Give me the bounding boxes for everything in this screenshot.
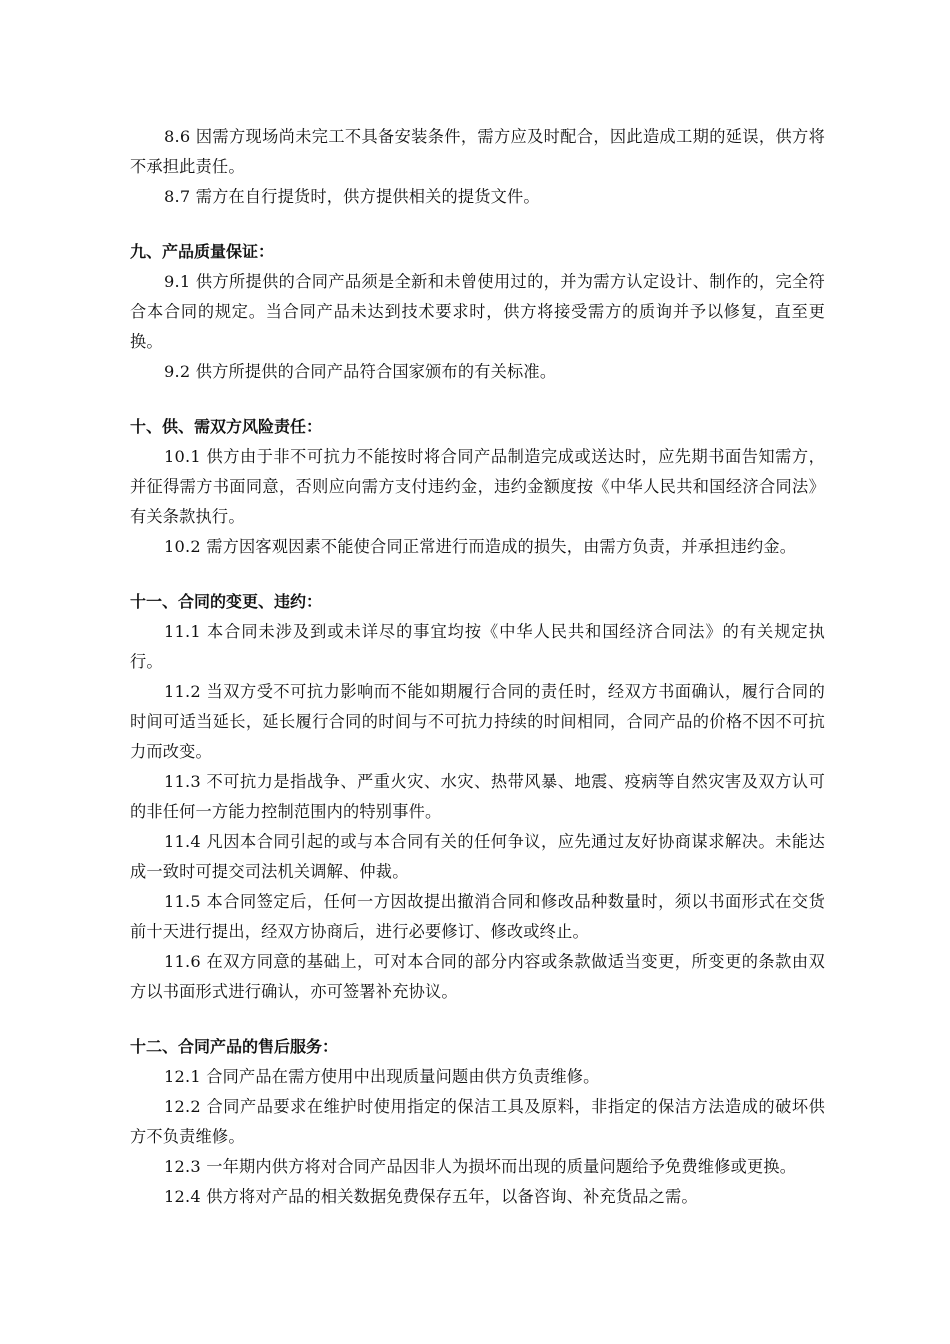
section-delivery-continued — [130, 122, 825, 212]
clause-12-1: 12.1 合同产品在需方使用中出现质量问题由供方负责维修。 — [164, 1067, 600, 1086]
section-heading: 十二、合同产品的售后服务： — [130, 1037, 339, 1056]
clause-12-4: 12.4 供方将对产品的相关数据免费保存五年，以备咨询、补充货品之需。 — [164, 1187, 698, 1206]
section-heading: 九、产品质量保证： — [130, 242, 275, 261]
document-body — [130, 122, 825, 1212]
clause-8-6: 8.6 因需方现场尚未完工不具备安装条件，需方应及时配合，因此造成工期的延误，供方将不承担此责任。 — [130, 127, 825, 176]
section-heading: 十一、合同的变更、违约： — [130, 592, 323, 611]
clause-11-4: 11.4 凡因本合同引起的或与本合同有关的任何争议，应先通过友好协商谋求解决。未能达成一致时可提交司法机关调解、仲裁。 — [130, 832, 825, 881]
clause-11-3: 11.3 不可抗力是指战争、严重火灾、水灾、热带风暴、地震、疫病等自然灾害及双方认可的非任何一方能力控制范围内的特别事件。 — [130, 772, 825, 821]
clause-9-2: 9.2 供方所提供的合同产品符合国家颁布的有关标准。 — [164, 362, 557, 381]
clause-11-1: 11.1 本合同未涉及到或未详尽的事宜均按《中华人民共和国经济合同法》的有关规定执行。 — [130, 622, 825, 671]
clause-8-7: 8.7 需方在自行提货时，供方提供相关的提货文件。 — [164, 187, 540, 206]
clause-11-6: 11.6 在双方同意的基础上，可对本合同的部分内容或条款做适当变更，所变更的条款由双方以书面形式进行确认，亦可签署补充协议。 — [130, 952, 825, 1001]
section-risk-responsibility — [130, 412, 825, 562]
clause-11-5: 11.5 本合同签定后，任何一方因故提出撤消合同和修改品种数量时，须以书面形式在交货前十天进行提出，经双方协商后，进行必要修订、修改或终止。 — [130, 892, 825, 941]
section-contract-changes — [130, 587, 825, 1007]
section-quality-guarantee — [130, 237, 825, 387]
clause-10-1: 10.1 供方由于非不可抗力不能按时将合同产品制造完成或送达时，应先期书面告知需方，并征得需方书面同意，否则应向需方支付违约金，违约金额度按《中华人民共和国经济合同法》有关条款执行。 — [130, 447, 825, 526]
section-heading: 十、供、需双方风险责任： — [130, 417, 323, 436]
clause-12-3: 12.3 一年期内供方将对合同产品因非人为损坏而出现的质量问题给予免费维修或更换。 — [164, 1157, 797, 1176]
clause-9-1: 9.1 供方所提供的合同产品须是全新和未曾使用过的，并为需方认定设计、制作的，完全符合本合同的规定。当合同产品未达到技术要求时，供方将接受需方的质询并予以修复，直至更换。 — [130, 272, 825, 351]
clause-11-2: 11.2 当双方受不可抗力影响而不能如期履行合同的责任时，经双方书面确认，履行合同的时间可适当延长，延长履行合同的时间与不可抗力持续的时间相同，合同产品的价格不因不可抗力而改变。 — [130, 682, 825, 761]
clause-10-2: 10.2 需方因客观因素不能使合同正常进行而造成的损失，由需方负责，并承担违约金。 — [164, 537, 797, 556]
section-after-sales-service — [130, 1032, 825, 1212]
clause-12-2: 12.2 合同产品要求在维护时使用指定的保洁工具及原料，非指定的保洁方法造成的破坏供方不负责维修。 — [130, 1097, 825, 1146]
